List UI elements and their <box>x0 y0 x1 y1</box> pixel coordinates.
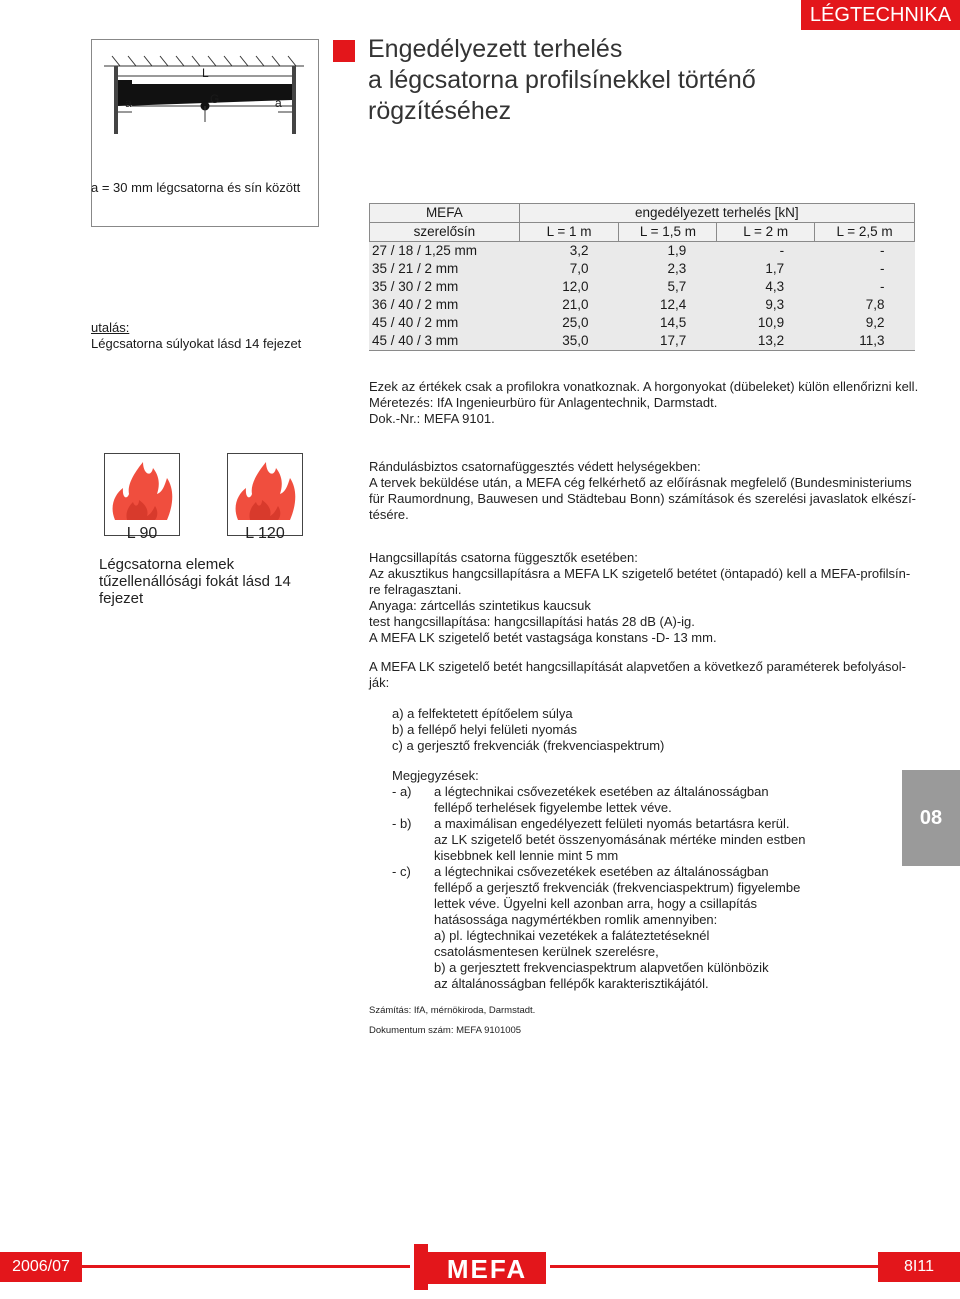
table-cell: 4,3 <box>717 278 815 296</box>
table-cell: - <box>815 242 915 261</box>
remark-line: a) pl. légtechnikai vezetékek a faláteztetéseknél <box>434 928 710 943</box>
table-row <box>370 332 915 351</box>
table-cell: 12,0 <box>519 278 619 296</box>
header-rail-type: szerelősín <box>370 223 520 242</box>
text-line: für Raumordnung, Bauwesen und Städtebau Bonn) számítások és szerelési javaslatok elkészí- <box>369 491 917 506</box>
text-line: Légcsatorna elemek <box>99 556 235 573</box>
text-line: A MEFA LK szigetelő betét vastagsága konstans -D- 13 mm. <box>369 630 717 645</box>
remark-line: csatolásmentesen kerülnek szerelésre, <box>434 944 659 959</box>
remarks <box>392 768 832 992</box>
header-column: L = 1 m <box>519 223 619 242</box>
table-header-row <box>370 204 915 223</box>
parameters-list <box>392 706 912 754</box>
table-cell: 9,2 <box>815 314 915 332</box>
table-cell: 35 / 21 / 2 mm <box>370 260 520 278</box>
table-row <box>370 296 915 314</box>
list-item: b) a fellépő helyi felületi nyomás <box>392 722 577 737</box>
label-l: L <box>202 66 209 80</box>
remark-line: a légtechnikai csővezetékek esetében az általánosságban <box>434 864 769 879</box>
remark-line: a légtechnikai csővezetékek esetében az általánosságban <box>434 784 769 799</box>
document-number: Dokumentum szám: MEFA 9101005 <box>369 1025 522 1036</box>
remark-line: lettek véve. Ügyelni kell azonban arra, hogy a csillapítás <box>434 896 758 911</box>
remark-line: az LK szigetelő betét összenyomásának mértéke minden estben <box>434 832 806 847</box>
remark-line: a maximálisan engedélyezett felületi nyomás betartásra kerül. <box>434 816 790 831</box>
title-marker <box>333 40 355 62</box>
table-cell: 12,4 <box>619 296 717 314</box>
text-line: test hangcsillapítása: hangcsillapítási hatás 28 dB (A)-ig. <box>369 614 695 629</box>
table-cell: 1,9 <box>619 242 717 261</box>
table-cell: - <box>815 278 915 296</box>
table-cell: 35,0 <box>519 332 619 351</box>
text-line: Az akusztikus hangcsillapításra a MEFA LK szigetelő betétet (öntapadó) kell a MEFA-profilsín- <box>369 566 911 581</box>
table-cell: 5,7 <box>619 278 717 296</box>
fire-resistance-note <box>99 556 291 607</box>
table-cell: 3,2 <box>519 242 619 261</box>
table-row <box>370 260 915 278</box>
fire-rating-icon-l120 <box>227 453 303 536</box>
table-cell: 9,3 <box>717 296 815 314</box>
logo-graphic <box>410 1240 550 1294</box>
note-text: Légcsatorna súlyokat lásd 14 fejezet <box>91 336 302 351</box>
note-prefix: utalás: <box>91 320 130 335</box>
label-a-right: a <box>275 96 282 110</box>
logo-text: MEFA <box>446 1254 528 1284</box>
table-cell: 7,0 <box>519 260 619 278</box>
table-cell: 25,0 <box>519 314 619 332</box>
validity-paragraph <box>369 379 929 427</box>
table-cell: 14,5 <box>619 314 717 332</box>
table-cell: 13,2 <box>717 332 815 351</box>
title-line: rögzítéséhez <box>368 97 512 125</box>
weight-reference-note <box>91 320 301 352</box>
remark-key: - b) <box>392 816 412 831</box>
fire-rating-label: L 90 <box>126 525 158 542</box>
remark-line: az általánosságban fellépők karakterisztikájától. <box>434 976 709 991</box>
table-cell: 10,9 <box>717 314 815 332</box>
edition-date: 2006/07 <box>0 1252 82 1282</box>
text-line: tűzellenállósági fokát lásd 14 <box>99 573 291 590</box>
seismic-paragraph <box>369 459 929 523</box>
table-cell: 21,0 <box>519 296 619 314</box>
text-line: fejezet <box>99 590 144 607</box>
text-line: ják: <box>369 675 390 690</box>
table-cell: 27 / 18 / 1,25 mm <box>370 242 520 261</box>
remark-line: hatásossága nagymértékben romlik amennyiben: <box>434 912 718 927</box>
remark-line: fellépő terhelések figyelembe lettek véve. <box>434 800 672 815</box>
chapter-tab <box>902 770 960 866</box>
text-line: tésére. <box>369 507 409 522</box>
table-cell: - <box>717 242 815 261</box>
text-line: Dok.-Nr.: MEFA 9101. <box>369 411 495 426</box>
category-banner <box>801 0 960 30</box>
mounting-diagram <box>91 39 319 227</box>
remark-key: - c) <box>392 864 411 879</box>
parameters-intro <box>369 659 929 691</box>
table-cell: 45 / 40 / 2 mm <box>370 314 520 332</box>
remarks-title: Megjegyzések: <box>392 768 479 783</box>
load-table <box>369 203 915 351</box>
list-item: c) a gerjesztő frekvenciák (frekvenciaspektrum) <box>392 738 665 753</box>
title-line: Engedélyezett terhelés <box>368 35 623 63</box>
mefa-logo <box>410 1240 550 1294</box>
table-row <box>370 242 915 261</box>
table-cell: 1,7 <box>717 260 815 278</box>
header-rail: MEFA <box>370 204 520 223</box>
text-line: Rándulásbiztos csatornafüggesztés védett helységekben: <box>369 459 701 474</box>
remark-key: - a) <box>392 784 412 799</box>
label-g: G <box>210 92 220 106</box>
flame-icon <box>228 454 301 534</box>
table-cell: 35 / 30 / 2 mm <box>370 278 520 296</box>
table-cell: 36 / 40 / 2 mm <box>370 296 520 314</box>
text-line: Hangcsillapítás csatorna függesztők esetében: <box>369 550 638 565</box>
chapter-number: 08 <box>919 807 943 829</box>
header-column: L = 2,5 m <box>815 223 915 242</box>
list-item: a) a felfektetett építőelem súlya <box>392 706 573 721</box>
header-column: L = 1,5 m <box>619 223 717 242</box>
table-row <box>370 278 915 296</box>
distance-note: a = 30 mm légcsatorna és sín között <box>91 180 301 195</box>
table-row <box>370 314 915 332</box>
table-cell: 17,7 <box>619 332 717 351</box>
header-load-group: engedélyezett terhelés [kN] <box>519 204 914 223</box>
text-line: A MEFA LK szigetelő betét hangcsillapítását alapvetően a következő paraméterek befolyásol- <box>369 659 906 674</box>
table-cell: 11,3 <box>815 332 915 351</box>
fire-rating-icon-l90 <box>104 453 180 536</box>
page-number: 8I11 <box>878 1252 960 1282</box>
sound-damping-paragraph <box>369 550 929 646</box>
calculation-note: Számítás: IfA, mérnökiroda, Darmstadt. <box>369 1005 536 1016</box>
remark-line: kisebbnek kell lennie mint 5 mm <box>434 848 619 863</box>
table-cell: 2,3 <box>619 260 717 278</box>
remark-line: b) a gerjesztett frekvenciaspektrum alapvetően különbözik <box>434 960 769 975</box>
fire-rating-label: L 120 <box>245 525 285 542</box>
title-line: a légcsatorna profilsínekkel történő <box>368 66 756 94</box>
table-cell: 45 / 40 / 3 mm <box>370 332 520 351</box>
remark-line: fellépő a gerjesztő frekvenciák (frekvenciaspektrum) figyelembe <box>434 880 801 895</box>
category-label: LÉGTECHNIKA <box>809 4 952 26</box>
text-line: Méretezés: IfA Ingenieurbüro für Anlagentechnik, Darmstadt. <box>369 395 718 410</box>
table-cell: - <box>815 260 915 278</box>
header-column: L = 2 m <box>717 223 815 242</box>
text-line: Anyaga: zártcellás szintetikus kaucsuk <box>369 598 591 613</box>
text-line: Ezek az értékek csak a profilokra vonatkoznak. A horgonyokat (dübeleket) külön ellenőrizni kell. <box>369 379 919 394</box>
table-cell: 7,8 <box>815 296 915 314</box>
text-line: re felragasztani. <box>369 582 462 597</box>
flame-icon <box>105 454 178 534</box>
label-a-left: a <box>125 96 132 110</box>
table-header-row <box>370 223 915 242</box>
page-title <box>368 34 798 127</box>
text-line: A tervek beküldése után, a MEFA cég felkérhető az előírásnak megfelelő (Bundesministeriums <box>369 475 912 490</box>
